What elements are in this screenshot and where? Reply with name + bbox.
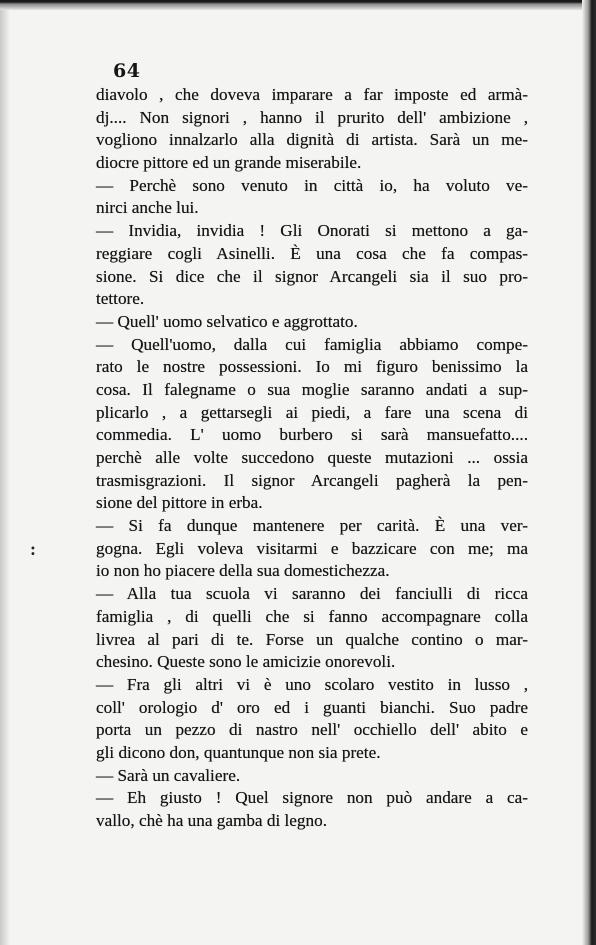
text-line: — Fra gli altri vi è uno scolaro vestito in lusso , [96, 674, 528, 694]
text-line: trasmisgrazioni. Il signor Arcangeli pagherà la pen- [96, 470, 528, 490]
text-line: coll' orologio d' oro ed i guanti bianchi. Suo padre [96, 697, 528, 717]
text-line: io non ho piacere della sua domestichezza. [96, 561, 390, 581]
text-line: plicarlo , a gettarsegli ai piedi, a fare una scena di [96, 402, 528, 422]
page-top-edge [0, 0, 596, 10]
text-line: — Quell'uomo, dalla cui famiglia abbiamo compe- [96, 334, 528, 354]
text-line: sione del pittore in erba. [96, 493, 263, 513]
body-text [96, 84, 528, 833]
text-line: famiglia , di quelli che si fanno accompagnare colla [96, 606, 528, 626]
text-line: chesino. Queste sono le amicizie onorevoli. [96, 652, 396, 672]
text-line: sione. Si dice che il signor Arcangeli sia il suo pro- [96, 266, 528, 286]
page-right-edge [582, 0, 596, 945]
text-line: — Si fa dunque mantenere per carità. È una ver- [96, 516, 528, 536]
text-line: — Sarà un cavaliere. [96, 765, 241, 785]
text-line: — Perchè sono venuto in città io, ha voluto ve- [96, 175, 528, 195]
text-line: cosa. Il falegname o sua moglie saranno andati a sup- [96, 379, 528, 399]
text-line: commedia. L' uomo burbero si sarà mansuefatto.... [96, 425, 528, 445]
text-line: gli dicono don, quantunque non sia prete. [96, 742, 381, 762]
text-line: rato le nostre possessioni. Io mi figuro benissimo la [96, 357, 528, 377]
text-line: — Invidia, invidia ! Gli Onorati si mettono a ga- [96, 221, 528, 241]
page-gutter-shadow [0, 0, 10, 945]
text-line: nirci anche lui. [96, 198, 199, 218]
text-line: gogna. Egli voleva visitarmi e bazzicare con me; ma [96, 538, 528, 558]
page-number: 64 [113, 60, 141, 82]
text-line: dj.... Non signori , hanno il prurito dell' ambizione , [96, 107, 528, 127]
text-line: — Alla tua scuola vi saranno dei fanciulli di ricca [96, 584, 528, 604]
text-line: porta un pezzo di nastro nell' occhiello dell' abito e [96, 720, 528, 740]
margin-mark: : [30, 539, 36, 559]
text-line: vogliono innalzarlo alla dignità di artista. Sarà un me- [96, 130, 528, 150]
text-line: diocre pittore ed un grande miserabile. [96, 153, 362, 173]
text-line: reggiare cogli Asinelli. È una cosa che fa compas- [96, 243, 528, 263]
text-line: diavolo , che doveva imparare a far imposte ed armà- [96, 85, 528, 104]
text-line: tettore. [96, 289, 145, 309]
text-line: perchè alle volte succedono queste mutazioni ... ossia [96, 448, 528, 467]
text-line: — Quell' uomo selvatico e aggrottato. [96, 311, 358, 331]
text-line: — Eh giusto ! Quel signore non può andare a ca- [96, 788, 528, 808]
text-line: livrea al pari di te. Forse un qualche contino o mar- [96, 629, 528, 649]
text-line: vallo, chè ha una gamba di legno. [96, 811, 327, 830]
